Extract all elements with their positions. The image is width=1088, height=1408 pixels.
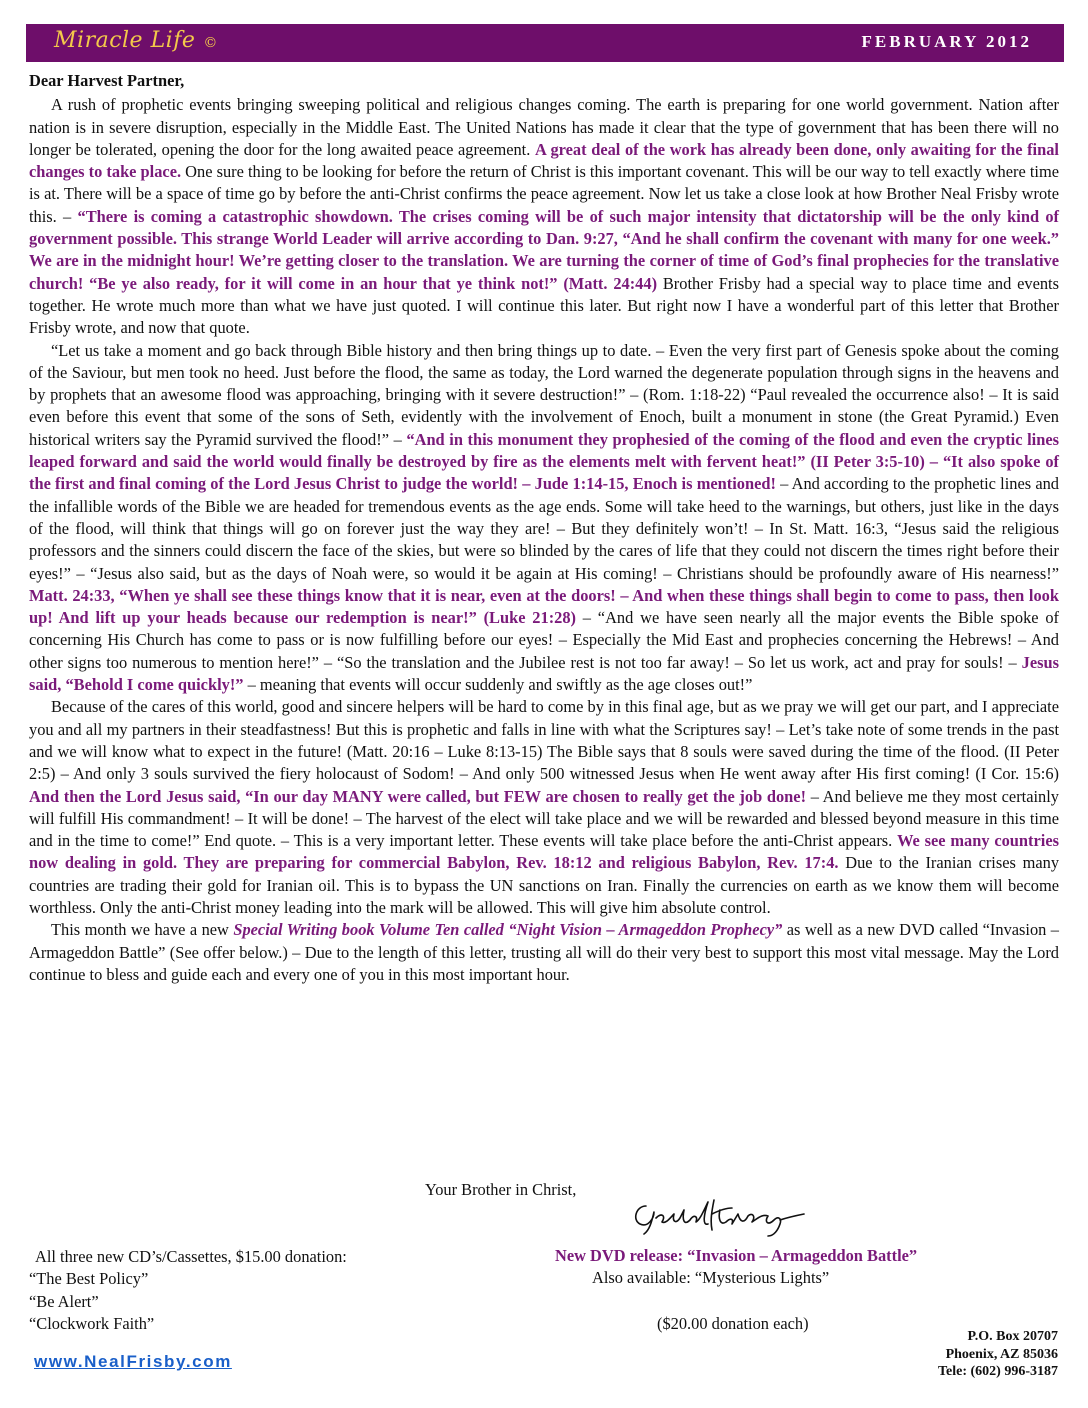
body-text: Because of the cares of this world, good and sincere helpers will be hard to come by in this final age, but as we pray we will get our part, and I appreciate you and all my partners in their steadfastness! But this is prophetic and falls in line with what the Scriptures say! – Let’s take note of some trends in the past and we will know what to expect in the future! (Matt. 20:16 – Luke 8:13-15) The Bible says that 8 souls were saved during the time of the flood. (II Peter 2:5) – And only 3 souls survived the fiery holocaust of Sodom! – And only 500 witnessed Jesus when He went away after His first coming! (I Cor. 15:6) (29, 697, 1059, 784)
body-text: – meaning that events will occur suddenly and swiftly as the age closes out!” (243, 675, 753, 695)
address-line: P.O. Box 20707 (967, 1329, 1058, 1344)
brand-logo: Miracle Life © (54, 28, 218, 53)
header-banner (26, 24, 1064, 62)
highlighted-text: Special Writing book Volume Ten called “Night Vision – Armageddon Prophecy” (233, 920, 783, 940)
highlighted-text: A great deal of the work has already been done, only awaiting for the final changes to take place. (29, 139, 1059, 182)
paragraph-3 (29, 696, 1059, 919)
body-text: A rush of prophetic events bringing sweeping political and religious changes coming. The earth is preparing for one world government. Nation after nation is in severe disruption, especially in the Middle East. The United Nations has made it clear that the type of government that has been there will no longer be tolerated, opening the door for the long awaited peace agreement. (29, 95, 1059, 159)
body-text: Brother Frisby had a special way to place time and events together. He wrote much more than what we have just quoted. I will continue this later. But right now I have a wonderful part of this letter that Brother Frisby wrote, and now that quote. (29, 273, 1059, 338)
copyright-mark: © (203, 35, 218, 51)
body-text: “Let us take a moment and go back through Bible history and then bring things up to date. – Even the very first part of Genesis spoke about the coming of the Saviour, but men took no heed. Just before the flood, the same as today, the Lord warned the degenerate population through signs in the heavens and by prophets that an awesome flood was approaching, bringing with it severe destruction!” – (Rom. 1:18-22) “Paul revealed the occurrence also! – It is said even before this event that some of the sons of Seth, evidently with the involvement of Enoch, built a monument in stone (the Great Pyramid.) Even historical writers say the Pyramid survived the flood!” – (29, 340, 1059, 449)
paragraph-1 (29, 94, 1059, 339)
mailing-address (938, 1328, 1058, 1381)
signature-image (628, 1196, 818, 1243)
cd-item: “The Best Policy” (29, 1269, 149, 1289)
paragraph-4 (29, 919, 1059, 986)
cd-offer (29, 1246, 347, 1336)
body-text: – And believe me they most certainly will fulfill His commandment! – It will be done! – The harvest of the elect will take place and we will be rewarded and blessed beyond measure in this time and in the time to come!” End quote. – This is a very important letter. These events will take place before the anti-Christ appears. (29, 786, 1059, 851)
salutation: Dear Harvest Partner, (29, 71, 185, 90)
highlighted-text: “There is coming a catastrophic showdown. The crises coming will be of such major intensity that dictatorship will be the only kind of government possible. This strange World Leader will arrive according to Dan. 9:27, “And he shall confirm the covenant with many for one week.” We are in the midnight hour! We’re getting closer to the translation. We are turning the corner of time of God’s final prophecies for the translative church! “Be ye also ready, for it will come in an hour that ye think not!” (Matt. 24:44) (29, 206, 1059, 293)
paragraph-2 (29, 340, 1059, 697)
cd-offer-title: All three new CD’s/Cassettes, $15.00 donation: (35, 1247, 347, 1266)
dvd-also-available: Also available: “Mysterious Lights” (592, 1268, 830, 1287)
body-text: as well as a new DVD called “Invasion – Armageddon Battle” (See offer below.) – Due to the length of this letter, trusting all will do their very best to support this most vital message. May the Lord continue to bless and guide each and every one of you in this most important hour. (29, 920, 1060, 984)
body-text: Due to the Iranian crises many countries are trading their gold for Iranian oil. This is to bypass the UN sanctions on Iran. Finally the currencies on earth as we know them will become worthless. Only the anti-Christ money leading into the mark will be allowed. This will give him absolute control. (29, 853, 1060, 917)
letter-body (29, 70, 1059, 986)
cd-item: “Clockwork Faith” (29, 1314, 155, 1334)
website-link[interactable]: www.NealFrisby.com (34, 1352, 232, 1371)
address-line: Phoenix, AZ 85036 (945, 1346, 1058, 1362)
address-phone: Tele: (602) 996-3187 (937, 1364, 1058, 1379)
cd-item: “Be Alert” (29, 1291, 99, 1311)
highlighted-text: And then the Lord Jesus said, “In our day MANY were called, but FEW are chosen to really get the job done! (29, 786, 807, 806)
body-text: One sure thing to be looking for before the return of Christ is this important covenant. This will be our way to tell exactly where time is at. There will be a space of time go by before the anti-Christ confirms the peace agreement. Now let us take a close look at how Brother Neal Frisby wrote this. – (29, 162, 1059, 226)
closing-line: Your Brother in Christ, (425, 1180, 577, 1199)
issue-date: FEBRUARY 2012 (861, 32, 1032, 51)
dvd-price: ($20.00 donation each) (657, 1314, 809, 1333)
dvd-offer-title: New DVD release: “Invasion – Armageddon Battle” (555, 1246, 918, 1265)
highlighted-text: Jesus said, “Behold I come quickly!” (29, 652, 1059, 695)
highlighted-text: Matt. 24:33, “When ye shall see these things know that it is near, even at the doors! – And when these things shall begin to come to pass, then look up! And lift up your heads because our redemption is near!” (Luke 21:28) (29, 585, 1059, 628)
highlighted-text: We see many countries now dealing in gold. They are preparing for commercial Babylon, Rev. 18:12 and religious Babylon, Rev. 17:4. (29, 831, 1059, 873)
body-text: – And according to the prophetic lines and the infallible words of the Bible we are headed for tremendous events as the age ends. Some will take heed to the warnings, but others, just like in the days of the flood, will think that things will go on forever just the way they are! – But they definitely won’t! – In St. Matt. 16:3, “Jesus said the religious professors and the sinners could discern the face of the skies, but were so blinded by the cares of life that they could not discern the times right before their eyes!” – “Jesus also said, but as the days of Noah were, so would it be again at His coming! – Christians should be profoundly aware of His nearness!” (29, 474, 1059, 583)
body-text: – “And we have seen nearly all the major events the Bible spoke of concerning His Church has come to pass or is now fulfilling before our eyes! – Especially the Mid East and prophecies concerning the Hebrews! – And other signs too numerous to mention here!” – “So the translation and the Jubilee rest is not too far away! – So let us work, act and pray for souls! – (29, 608, 1059, 672)
body-text: This month we have a new (51, 920, 234, 940)
highlighted-text: “And in this monument they prophesied of the coming of the flood and even the cryptic lines leaped forward and said the world would finally be destroyed by fire as the elements melt with fervent heat!” (II Peter 3:5-10) – “It also spoke of the first and final coming of the Lord Jesus Christ to judge the world! – Jude 1:14-15, Enoch is mentioned! (29, 429, 1059, 494)
